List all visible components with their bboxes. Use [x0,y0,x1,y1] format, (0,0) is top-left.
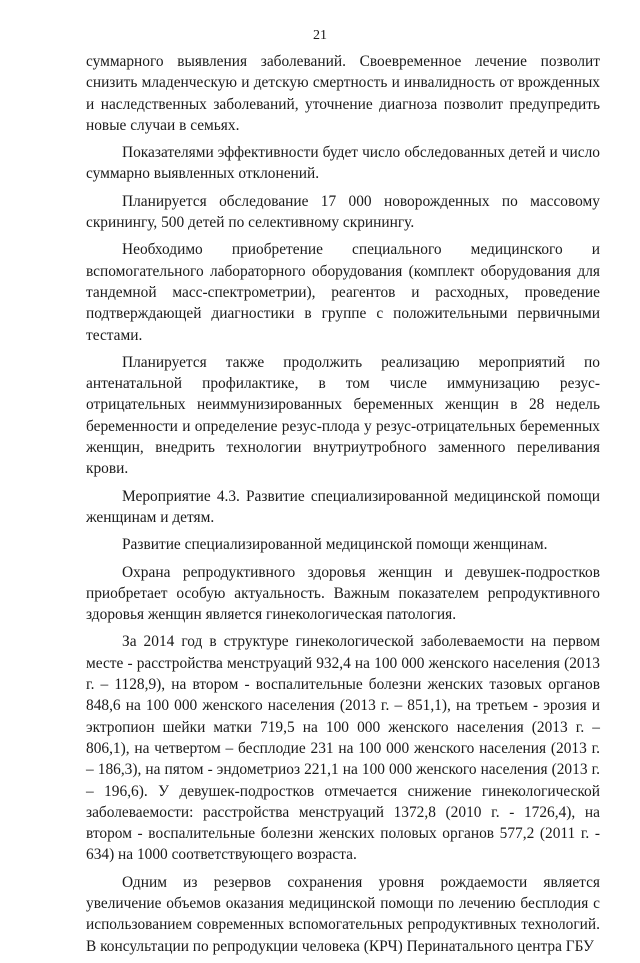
page-number: 21 [313,28,327,43]
paragraph: Охрана репродуктивного здоровья женщин и девушек-подростков приобретает особую актуальность. Важным показателем репродуктивного здоровья женщин является гинекологическая патология. [86,563,600,624]
paragraph: Планируется также продолжить реализацию мероприятий по антенатальной профилактике, в том числе иммунизацию резус-отрицательных неиммунизированных беременных женщин в 28 недель беременности и определение резус-плода у резус-отрицательных беременных женщин, внедрить технологии внутриутробного заменного переливания крови. [86,353,600,478]
paragraph: суммарного выявления заболеваний. Своевременное лечение позволит снизить младенческую и детскую смертность и инвалидность от врожденных и наследственных заболеваний, уточнение диагноза позволит предупредить новые случаи в семьях. [86,53,600,134]
paragraph: Развитие специализированной медицинской помощи женщинам. [122,536,548,554]
paragraph: Показателями эффективности будет число обследованных детей и число суммарно выявленных отклонений. [86,144,600,183]
paragraph: Необходимо приобретение специального медицинского и вспомогательного лабораторного оборудования (комплект оборудования для тандемной масс-спектрометрии), реагентов и расходных, проведение подтверждающей диагностики в группе с положительными первичными тестами. [86,241,600,344]
body-text [86,51,600,963]
paragraph: Планируется обследование 17 000 новорожденных по массовому скринингу, 500 детей по селективному скринингу. [86,192,600,232]
paragraph: За 2014 год в структуре гинекологической заболеваемости на первом месте - расстройства менструаций 932,4 на 100 000 женского населения (2013 г. – 1128,9), на втором - воспалительные болезни женских тазовых органов 848,6 на 100 000 женского населения (2013 г. – 851,1), на третьем - эрозия и эктропион шейки матки 719,5 на 100 000 женского населения (2013 г. – 806,1), на четвертом – бесплодие 231 на 100 000 женского населения (2013 г. – 186,3), на пятом - эндометриоз 221,1 на 100 000 женского населения (2013 г. – 196,6). У девушек-подростков отмечается снижение гинекологической заболеваемости: расстройства менструаций 1372,8 (2010 г. - 1726,4), на втором - воспалительные болезни женских половых органов 577,2 (2011 г. - 634) на 1000 соответствующего возраста. [86,633,600,864]
paragraph: Одним из резервов сохранения уровня рождаемости является увеличение объемов оказания медицинской помощи по лечению бесплодия с использованием современных вспомогательных репродуктивных технологий. В консультации по репродукции человека (КРЧ) Перинатального центра ГБУ [86,873,600,955]
paragraph: Мероприятие 4.3. Развитие специализированной медицинской помощи женщинам и детям. [86,487,600,526]
